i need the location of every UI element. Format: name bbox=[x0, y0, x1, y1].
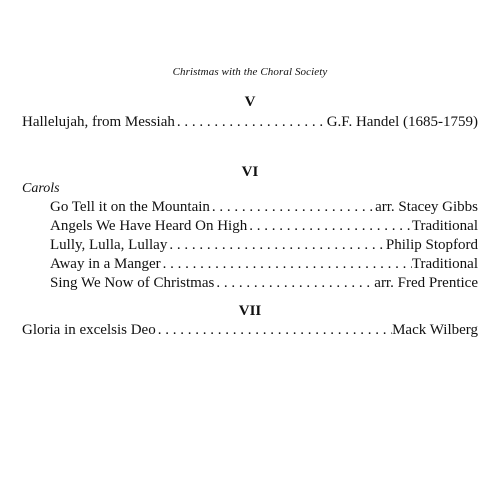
section-heading-v: V bbox=[244, 94, 256, 110]
running-header: Christmas with the Choral Society bbox=[172, 66, 328, 78]
dot-leader bbox=[167, 237, 386, 254]
section-subheading-carols: Carols bbox=[22, 181, 60, 196]
piece-title: Lully, Lulla, Lullay bbox=[50, 237, 168, 253]
program-entry bbox=[50, 237, 478, 254]
dot-leader bbox=[247, 218, 412, 235]
composer-name: Traditional bbox=[411, 256, 478, 272]
piece-title: Sing We Now of Christmas bbox=[50, 275, 215, 291]
piece-title: Gloria in excelsis Deo bbox=[22, 322, 156, 338]
program-entry bbox=[50, 256, 478, 273]
dot-leader bbox=[161, 256, 412, 273]
dot-leader bbox=[175, 114, 327, 131]
program-entry bbox=[50, 218, 478, 235]
piece-title: Angels We Have Heard On High bbox=[50, 218, 248, 234]
dot-leader bbox=[214, 275, 374, 292]
program-entry bbox=[22, 322, 478, 339]
dot-leader bbox=[156, 322, 392, 339]
composer-name: Mack Wilberg bbox=[392, 322, 478, 338]
composer-name: arr. Fred Prentice bbox=[374, 275, 478, 291]
composer-name: Philip Stopford bbox=[385, 237, 478, 253]
section-heading-vi: VI bbox=[241, 164, 259, 180]
piece-title: Away in a Manger bbox=[50, 256, 161, 272]
section-heading-vii: VII bbox=[238, 303, 262, 319]
composer-name: Traditional bbox=[411, 218, 478, 234]
program-entry bbox=[50, 199, 478, 216]
piece-title: Go Tell it on the Mountain bbox=[50, 199, 210, 215]
composer-name: G.F. Handel (1685-1759) bbox=[326, 114, 478, 130]
dot-leader bbox=[210, 199, 375, 216]
piece-title: Hallelujah, from Messiah bbox=[22, 114, 175, 130]
program-entry bbox=[50, 275, 478, 292]
composer-name: arr. Stacey Gibbs bbox=[375, 199, 478, 215]
program-entry bbox=[22, 114, 478, 131]
